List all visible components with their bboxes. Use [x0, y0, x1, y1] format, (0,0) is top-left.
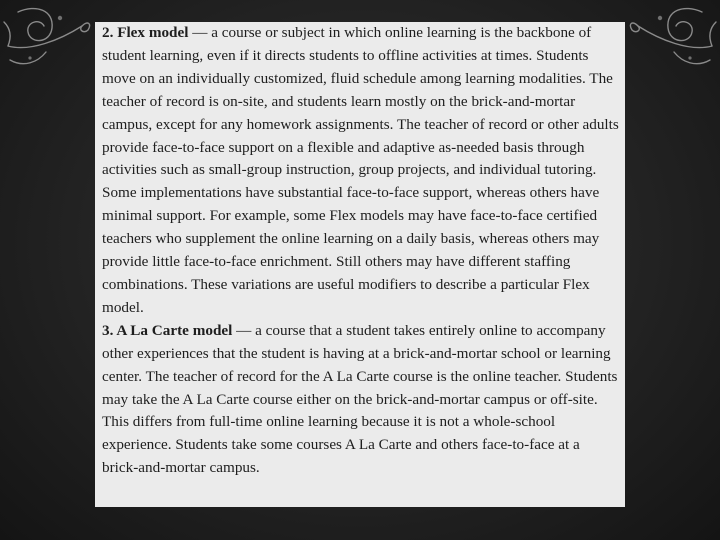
a-la-carte-model-heading: 3. A La Carte model	[102, 321, 233, 339]
a-la-carte-model-description: — a course that a student takes entirely online to accompany other experiences that the student is having at a brick-and-mortar school or learning center. The teacher of record for the A La Carte course is the online teacher. Students may take the A La Carte course either on the brick-and-mortar campus or off-site. This differs from full-time online learning because it is not a whole-school experience. Students take some courses A La Carte and others face-to-face at a brick-and-mortar campus.	[102, 321, 618, 477]
flourish-ornament-icon	[620, 0, 720, 540]
flourish-ornament-icon	[0, 0, 100, 540]
text-panel	[95, 22, 625, 507]
flex-model-heading: 2. Flex model	[102, 24, 189, 41]
a-la-carte-model-paragraph	[102, 320, 619, 480]
flex-model-description: — a course or subject in which online learning is the backbone of student learning, even if it directs students to offline activities at times. Students move on an individually customized, fluid schedule among learning modalities. The teacher of record is on-site, and students learn mostly on the brick-and-mortar campus, except for any homework assignments. The teacher of record or other adults provide face-to-face support on a flexible and adaptive as-needed basis through activities such as small-group instruction, group projects, and individual tutoring. Some implementations have substantial face-to-face support, whereas others have minimal support. For example, some Flex models may have face-to-face certified teachers who supplement the online learning on a daily basis, whereas others may provide little face-to-face enrichment. Still others may have different staffing combinations. These variations are useful modifiers to describe a particular Flex model.	[102, 24, 619, 316]
flex-model-paragraph	[102, 22, 619, 320]
